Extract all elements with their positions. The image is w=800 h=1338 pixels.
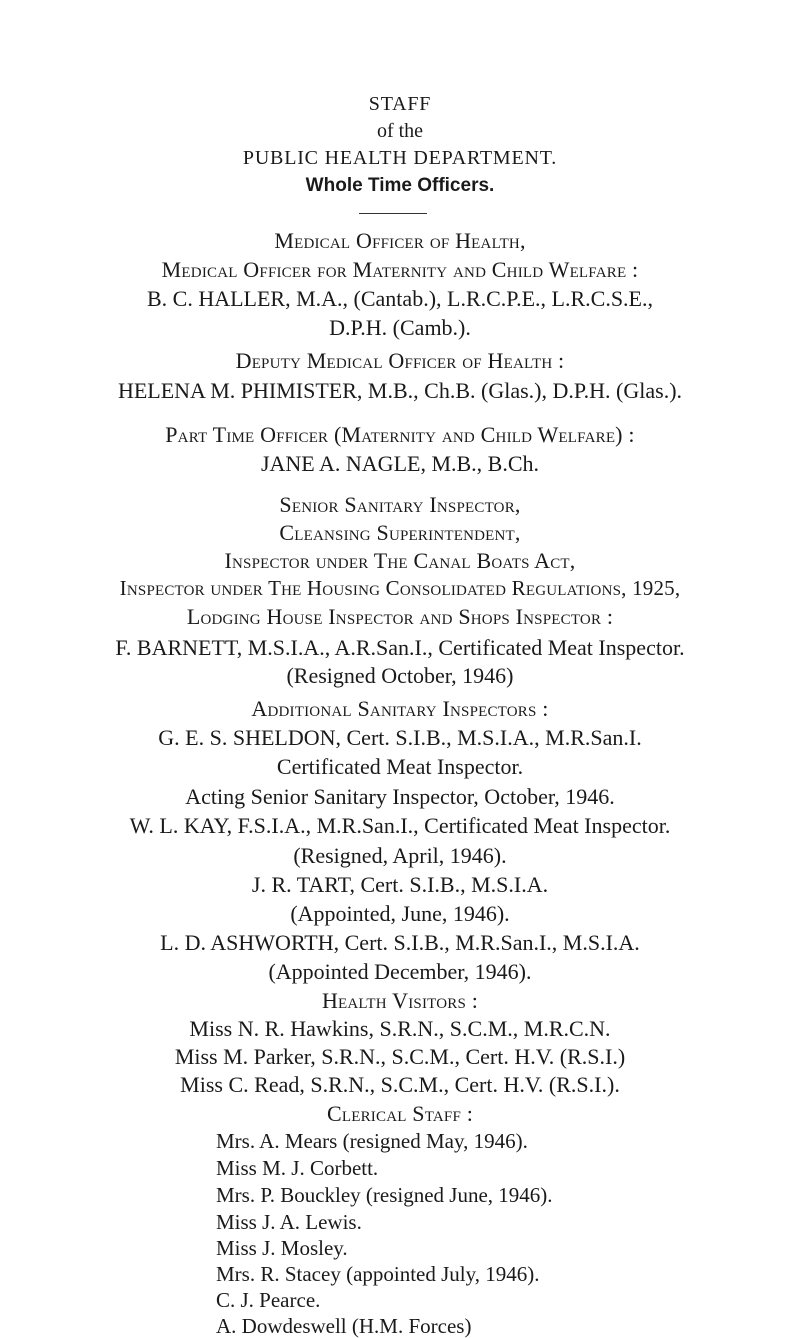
additional-line-4: W. L. KAY, F.S.I.A., M.R.San.I., Certificated Meat Inspector. xyxy=(129,813,671,838)
clerical-line-4: Miss J. A. Lewis. xyxy=(216,1210,362,1234)
of-the-text: of the xyxy=(376,120,424,142)
additional-line-2: Certificated Meat Inspector. xyxy=(276,754,524,779)
additional-line-3: Acting Senior Sanitary Inspector, October, 1946. xyxy=(185,784,615,809)
staff-heading: STAFF xyxy=(368,93,432,115)
senior-title-2: Cleansing Superintendent, xyxy=(279,520,521,545)
moh-title-2: Medical Officer for Maternity and Child Welfare : xyxy=(161,257,639,282)
clerical-line-8: A. Dowdeswell (H.M. Forces) xyxy=(216,1314,472,1338)
additional-line-5: (Resigned, April, 1946). xyxy=(293,843,507,868)
senior-name: F. BARNETT, M.S.I.A., A.R.San.I., Certificated Meat Inspector. xyxy=(115,635,685,660)
whole-time-subtitle: Whole Time Officers. xyxy=(305,175,495,196)
clerical-line-2: Miss M. J. Corbett. xyxy=(216,1156,379,1180)
health-visitor-2: Miss M. Parker, S.R.N., S.C.M., Cert. H.V. (R.S.I.) xyxy=(174,1044,626,1069)
moh-name-2: D.P.H. (Camb.). xyxy=(329,315,471,340)
department-heading: PUBLIC HEALTH DEPARTMENT. xyxy=(242,147,558,169)
clerical-line-6: Mrs. R. Stacey (appointed July, 1946). xyxy=(216,1262,540,1286)
additional-line-8: L. D. ASHWORTH, Cert. S.I.B., M.R.San.I., M.S.I.A. xyxy=(160,930,640,955)
clerical-line-7: C. J. Pearce. xyxy=(216,1288,321,1312)
additional-line-9: (Appointed December, 1946). xyxy=(268,959,532,984)
senior-title-4: Inspector under The Housing Consolidated Regulations, 1925, xyxy=(119,576,681,600)
health-visitor-1: Miss N. R. Hawkins, S.R.N., S.C.M., M.R.C.N. xyxy=(189,1016,611,1041)
additional-line-1: G. E. S. SHELDON, Cert. S.I.B., M.S.I.A., M.R.San.I. xyxy=(158,725,642,750)
parttime-name: JANE A. NAGLE, M.B., B.Ch. xyxy=(260,451,540,476)
clerical-title: Clerical Staff : xyxy=(326,1101,474,1126)
deputy-title: Deputy Medical Officer of Health : xyxy=(235,348,565,373)
moh-title-1: Medical Officer of Health, xyxy=(274,228,526,253)
parttime-title: Part Time Officer (Maternity and Child Welfare) : xyxy=(165,422,635,447)
additional-line-7: (Appointed, June, 1946). xyxy=(290,901,510,926)
health-visitor-3: Miss C. Read, S.R.N., S.C.M., Cert. H.V. (R.S.I.). xyxy=(180,1072,620,1097)
senior-title-1: Senior Sanitary Inspector, xyxy=(279,492,521,517)
senior-title-3: Inspector under The Canal Boats Act, xyxy=(224,548,576,573)
clerical-line-5: Miss J. Mosley. xyxy=(216,1236,348,1260)
health-visitors-title: Health Visitors : xyxy=(321,988,479,1013)
senior-title-5: Lodging House Inspector and Shops Inspector : xyxy=(186,604,614,629)
senior-note: (Resigned October, 1946) xyxy=(286,663,514,688)
deputy-name: HELENA M. PHIMISTER, M.B., Ch.B. (Glas.), D.P.H. (Glas.). xyxy=(117,378,683,403)
moh-name-1: B. C. HALLER, M.A., (Cantab.), L.R.C.P.E., L.R.C.S.E., xyxy=(146,286,653,311)
clerical-line-1: Mrs. A. Mears (resigned May, 1946). xyxy=(216,1129,528,1153)
clerical-line-3: Mrs. P. Bouckley (resigned June, 1946). xyxy=(216,1183,553,1207)
divider-rule xyxy=(359,213,427,214)
additional-title: Additional Sanitary Inspectors : xyxy=(251,696,549,721)
additional-line-6: J. R. TART, Cert. S.I.B., M.S.I.A. xyxy=(251,872,549,897)
